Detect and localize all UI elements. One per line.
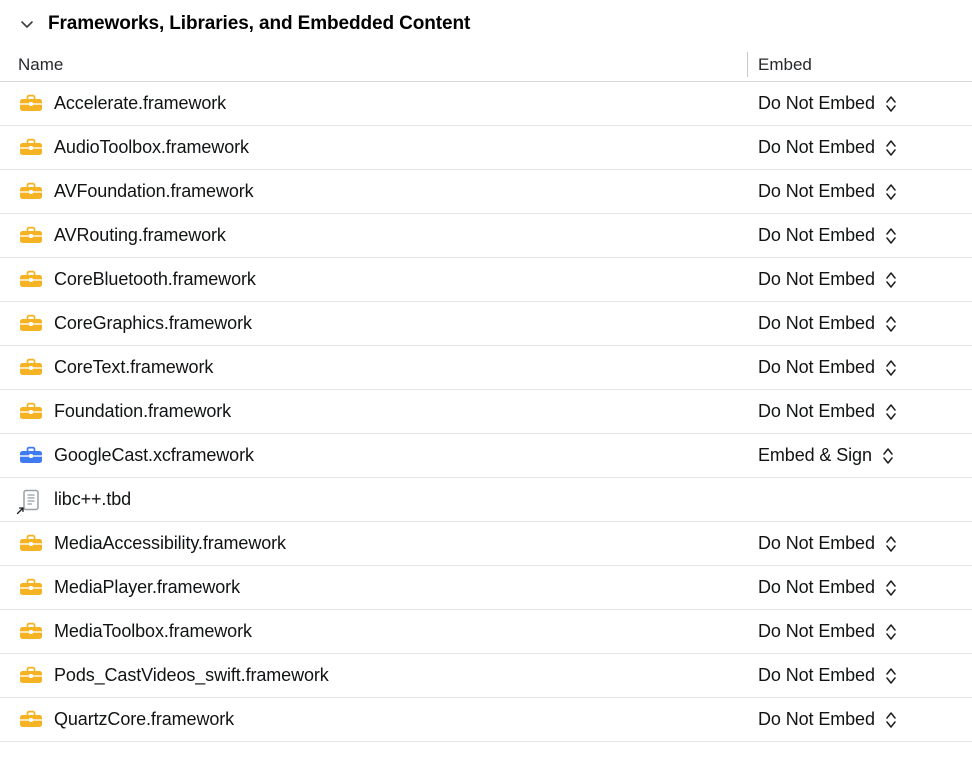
row-name-cell — [0, 531, 747, 557]
chevron-up-down-icon[interactable] — [883, 91, 899, 117]
chevron-up-down-icon[interactable] — [883, 531, 899, 557]
table-row[interactable] — [0, 522, 972, 566]
table-row[interactable] — [0, 258, 972, 302]
embed-value-label: Do Not Embed — [758, 93, 875, 113]
file-name-label: AVFoundation.framework — [54, 181, 254, 201]
file-name-label: MediaPlayer.framework — [54, 577, 240, 597]
file-name-label: CoreBluetooth.framework — [54, 269, 256, 289]
framework-icon — [18, 135, 44, 161]
file-name-label: CoreGraphics.framework — [54, 313, 252, 333]
embed-value-label: Do Not Embed — [758, 225, 875, 245]
row-name-cell — [0, 663, 747, 689]
column-header-embed: Embed — [758, 54, 812, 74]
xcframework-icon — [18, 443, 44, 469]
table-row[interactable] — [0, 170, 972, 214]
embed-popup-button[interactable] — [758, 707, 964, 733]
embed-popup-button[interactable] — [758, 91, 964, 117]
framework-icon — [18, 355, 44, 381]
row-name-cell — [0, 355, 747, 381]
table-row[interactable] — [0, 654, 972, 698]
embed-popup-button[interactable] — [758, 619, 964, 645]
file-name-label: MediaToolbox.framework — [54, 621, 252, 641]
file-name-label: Foundation.framework — [54, 401, 232, 421]
embed-value-label: Do Not Embed — [758, 621, 875, 641]
chevron-up-down-icon[interactable] — [883, 575, 899, 601]
table-row[interactable] — [0, 610, 972, 654]
chevron-up-down-icon[interactable] — [883, 311, 899, 337]
file-name-label: CoreText.framework — [54, 357, 214, 377]
table-row[interactable] — [0, 698, 972, 742]
row-name-cell — [0, 91, 747, 117]
framework-icon — [18, 267, 44, 293]
file-name-label: Accelerate.framework — [54, 93, 227, 113]
embed-popup-button[interactable] — [758, 531, 964, 557]
framework-icon — [18, 223, 44, 249]
embed-popup-button[interactable] — [758, 179, 964, 205]
row-name-cell — [0, 619, 747, 645]
row-name-cell — [0, 575, 747, 601]
chevron-up-down-icon[interactable] — [883, 399, 899, 425]
row-name-cell — [0, 223, 747, 249]
file-name-label: QuartzCore.framework — [54, 709, 235, 729]
embed-value-label: Do Not Embed — [758, 313, 875, 333]
framework-icon — [18, 179, 44, 205]
embed-value-label: Embed & Sign — [758, 445, 872, 465]
embed-value-label: Do Not Embed — [758, 137, 875, 157]
chevron-up-down-icon[interactable] — [883, 707, 899, 733]
frameworks-list — [0, 82, 972, 742]
chevron-up-down-icon[interactable] — [883, 619, 899, 645]
file-name-label: AudioToolbox.framework — [54, 137, 249, 157]
chevron-up-down-icon[interactable] — [883, 267, 899, 293]
embed-value-label: Do Not Embed — [758, 269, 875, 289]
chevron-up-down-icon[interactable] — [883, 179, 899, 205]
chevron-up-down-icon[interactable] — [883, 135, 899, 161]
column-divider[interactable] — [747, 52, 748, 77]
embed-popup-button[interactable] — [758, 135, 964, 161]
embed-value-label: Do Not Embed — [758, 533, 875, 553]
embed-popup-button[interactable] — [758, 443, 964, 469]
alias-arrow-icon — [14, 505, 26, 517]
embed-popup-button[interactable] — [758, 355, 964, 381]
chevron-down-icon[interactable] — [16, 13, 38, 35]
row-name-cell — [0, 179, 747, 205]
embed-popup-button[interactable] — [758, 663, 964, 689]
chevron-up-down-icon[interactable] — [883, 663, 899, 689]
framework-icon — [18, 575, 44, 601]
embed-value-label: Do Not Embed — [758, 181, 875, 201]
table-row[interactable] — [0, 302, 972, 346]
framework-icon — [18, 619, 44, 645]
chevron-up-down-icon[interactable] — [883, 355, 899, 381]
table-row[interactable] — [0, 434, 972, 478]
embed-popup-button[interactable] — [758, 399, 964, 425]
row-name-cell — [0, 487, 747, 513]
framework-icon — [18, 399, 44, 425]
embed-popup-button[interactable] — [758, 223, 964, 249]
framework-icon — [18, 311, 44, 337]
embed-value-label: Do Not Embed — [758, 357, 875, 377]
table-row[interactable] — [0, 478, 972, 522]
column-header-name: Name — [18, 54, 64, 74]
row-name-cell — [0, 443, 747, 469]
column-headers — [0, 48, 972, 82]
framework-icon — [18, 91, 44, 117]
table-row[interactable] — [0, 82, 972, 126]
section-header — [0, 0, 972, 48]
framework-icon — [18, 531, 44, 557]
table-row[interactable] — [0, 566, 972, 610]
tbd-file-icon — [18, 487, 44, 513]
framework-icon — [18, 707, 44, 733]
embed-popup-button[interactable] — [758, 575, 964, 601]
file-name-label: GoogleCast.xcframework — [54, 445, 254, 465]
file-name-label: Pods_CastVideos_swift.framework — [54, 665, 329, 685]
embed-popup-button[interactable] — [758, 267, 964, 293]
embed-value-label: Do Not Embed — [758, 709, 875, 729]
table-row[interactable] — [0, 346, 972, 390]
embed-popup-button[interactable] — [758, 311, 964, 337]
table-row[interactable] — [0, 126, 972, 170]
table-row[interactable] — [0, 214, 972, 258]
file-name-label: AVRouting.framework — [54, 225, 226, 245]
file-name-label: MediaAccessibility.framework — [54, 533, 286, 553]
embed-value-label: Do Not Embed — [758, 577, 875, 597]
table-row[interactable] — [0, 390, 972, 434]
embed-value-label: Do Not Embed — [758, 401, 875, 421]
row-name-cell — [0, 135, 747, 161]
chevron-up-down-icon[interactable] — [883, 223, 899, 249]
row-name-cell — [0, 311, 747, 337]
row-name-cell — [0, 707, 747, 733]
framework-icon — [18, 663, 44, 689]
embed-value-label: Do Not Embed — [758, 665, 875, 685]
page-title: Frameworks, Libraries, and Embedded Content — [48, 13, 471, 34]
row-name-cell — [0, 267, 747, 293]
chevron-up-down-icon[interactable] — [880, 443, 896, 469]
row-name-cell — [0, 399, 747, 425]
file-name-label: libc++.tbd — [54, 489, 132, 509]
